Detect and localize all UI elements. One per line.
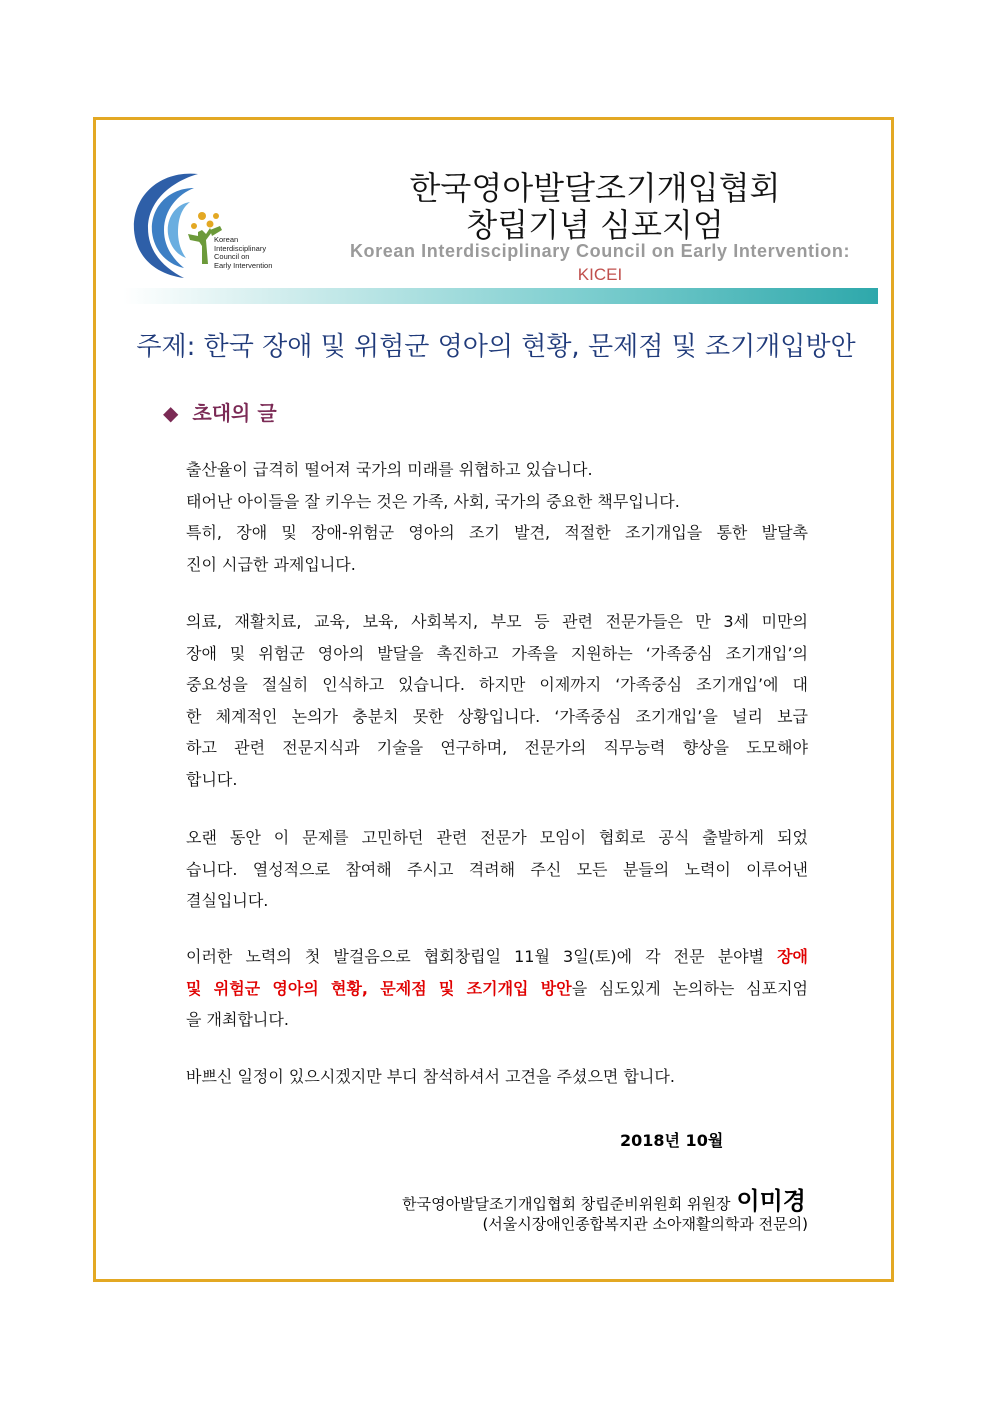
gradient-divider (123, 288, 878, 304)
text-line: 의료, 재활치료, 교육, 보육, 사회복지, 부모 등 관련 전문가들은 만 3세 미만의 (186, 612, 808, 631)
paragraph-1 (186, 454, 808, 580)
logo-caption (214, 236, 272, 270)
logo-caption-line: Council on (214, 252, 250, 261)
text-line: 습니다. 열성적으로 참여해 주시고 격려해 주신 모든 분들의 노력이 이루어낸 (186, 859, 808, 879)
paragraph-5 (186, 1061, 808, 1093)
text-segment: 이러한 노력의 첫 발걸음으로 협회창립일 11월 3일(토)에 각 전문 분야별 (186, 947, 778, 966)
text-segment: 을 심도있게 논의하는 심포지엄 (571, 978, 808, 998)
diamond-bullet-icon: ◆ (163, 401, 179, 425)
signer-affiliation: (서울시장애인종합복지관 소아재활의학과 전문의) (482, 1215, 808, 1233)
text-line: 을 개최합니다. (186, 1010, 289, 1029)
signer-title: 한국영아발달조기개입협회 창립준비위원회 위원장 (402, 1195, 731, 1213)
org-acronym: KICEI (577, 265, 623, 284)
signer-name: 이미경 (736, 1187, 806, 1215)
symposium-subject: 주제: 한국 장애 및 위험군 영아의 현황, 문제점 및 조기개입방안 (136, 332, 856, 362)
text-line: 하고 관련 전문지식과 기술을 연구하며, 전문가의 직무능력 향상을 도모해야 (186, 738, 808, 757)
text-line: 출산율이 급격히 떨어져 국가의 미래를 위협하고 있습니다. (186, 460, 593, 479)
text-line: 장애 및 위험군 영아의 발달을 촉진하고 가족을 지원하는 ‘가족중심 조기개입’의 (186, 643, 808, 663)
text-line: 바쁘신 일정이 있으시겠지만 부디 참석하셔서 고견을 주셨으면 합니다. (186, 1067, 675, 1086)
text-line: 오랜 동안 이 문제를 고민하던 관련 전문가 모임이 협회로 공식 출발하게 되었 (186, 828, 808, 847)
paragraph-3 (186, 822, 808, 917)
highlight-text: 장애 (777, 947, 808, 966)
logo-caption-line: Korean (214, 235, 239, 244)
text-line: 결실입니다. (186, 891, 269, 910)
text-line: 진이 시급한 과제입니다. (186, 554, 356, 574)
paragraph-4 (186, 941, 808, 1036)
text-line (186, 941, 808, 973)
text-line (186, 973, 808, 1005)
text-line: 합니다. (186, 769, 238, 789)
text-line: 중요성을 절실히 인식하고 있습니다. 하지만 이제까지 ‘가족중심 조기개입’에 대 (186, 675, 808, 694)
text-line: 한 체계적인 논의가 충분치 못한 상황입니다. ‘가족중심 조기개입’을 널리 보급 (186, 706, 808, 726)
signature-line (402, 1181, 806, 1216)
letter-date: 2018년 10월 (620, 1131, 724, 1150)
text-line: 태어난 아이들을 잘 키우는 것은 가족, 사회, 국가의 중요한 책무입니다. (186, 491, 680, 511)
invitation-heading (163, 397, 277, 426)
logo-caption-line: Early Intervention (214, 260, 273, 270)
title-line-2: 창립기념 심포지엄 (466, 206, 724, 244)
highlight-text: 및 위험군 영아의 현황, 문제점 및 조기개입 방안 (186, 978, 572, 998)
logo-caption-line: Interdisciplinary (214, 243, 267, 253)
text-line: 특히, 장애 및 장애-위험군 영아의 조기 발견, 적절한 조기개입을 통한 발달촉 (186, 523, 808, 542)
paragraph-2 (186, 606, 808, 795)
title-line-1: 한국영아발달조기개입협회 (409, 169, 781, 207)
english-org-name: Korean Interdisciplinary Council on Early Intervention: (349, 241, 851, 261)
invitation-heading-text: 초대의 글 (192, 401, 277, 425)
